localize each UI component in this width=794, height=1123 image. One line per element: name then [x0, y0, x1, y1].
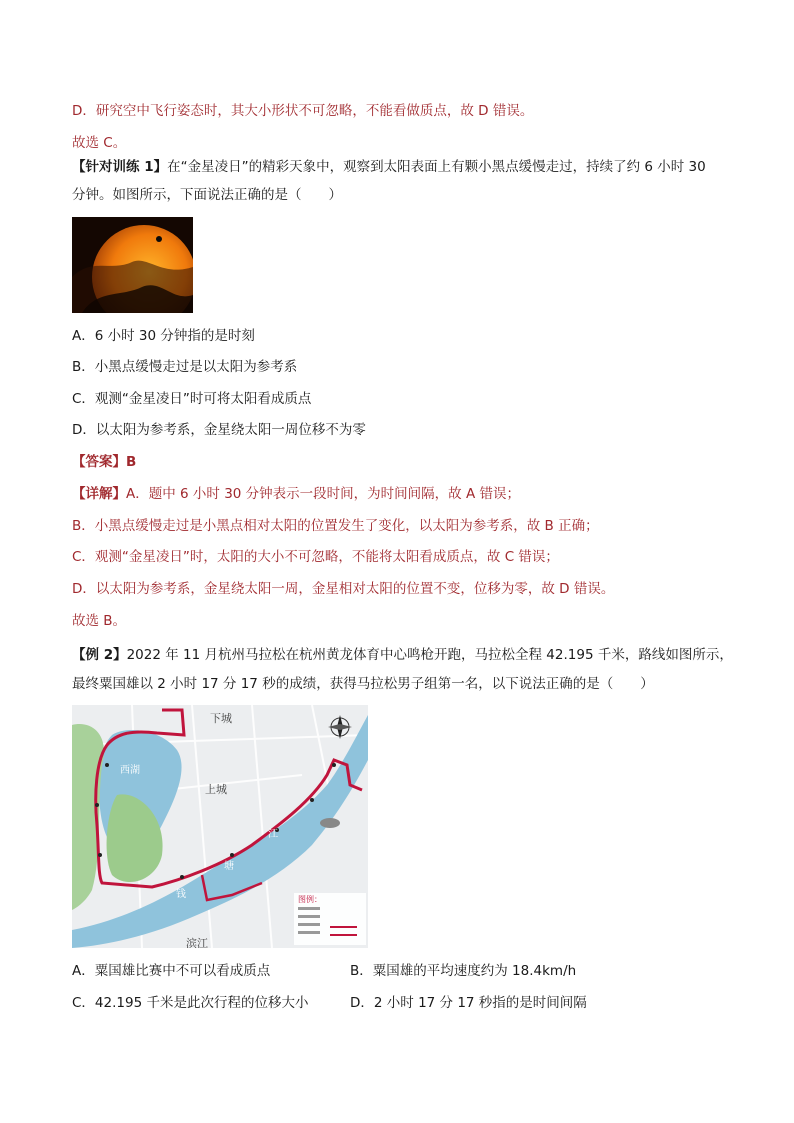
sun-graphic	[72, 217, 193, 313]
example-tag: 【例 2】	[72, 647, 127, 663]
marathon-route-map	[72, 705, 368, 948]
option-d: D．以太阳为参考系，金星绕太阳一周位移不为零	[72, 422, 366, 438]
option-a: A．6 小时 30 分钟指的是时刻	[72, 328, 255, 344]
map-graphic	[72, 705, 368, 948]
explain-d: D．以太阳为参考系，金星绕太阳一周，金星相对太阳的位置不变，位移为零，故 D 错误。	[72, 581, 615, 597]
previous-choice: 故选 C。	[72, 135, 127, 151]
map-label-xihu: 西湖	[120, 765, 140, 776]
option-c: C．观测“金星凌日”时可将太阳看成质点	[72, 391, 312, 407]
example-option-b: B．粟国雄的平均速度约为 18.4km/h	[350, 963, 577, 979]
option-b: B．小黑点缓慢走过是以太阳为参考系	[72, 359, 298, 375]
map-label-shangcheng: 上城	[205, 783, 227, 796]
example-line1	[72, 645, 733, 665]
explain-a: A．题中 6 小时 30 分钟表示一段时间，为时间间隔，故 A 错误；	[126, 486, 520, 502]
answer: 【答案】B	[72, 454, 137, 470]
explain-tag: 【详解】	[72, 486, 126, 502]
training-question-line2: 分钟。如图所示，下面说法正确的是（ ）	[72, 187, 342, 203]
map-label-qian: 钱	[176, 889, 186, 900]
map-label-xiacheng: 下城	[210, 712, 232, 725]
stadium-icon	[320, 818, 340, 828]
example-text1: 2022 年 11 月杭州马拉松在杭州黄龙体育中心鸣枪开跑，马拉松全程 42.195 千米，路线如图所示，	[126, 647, 733, 663]
map-legend-title: 图例：	[298, 895, 322, 904]
training-tag: 【针对训练 1】	[72, 159, 168, 175]
venus-dot	[156, 236, 162, 242]
explain-b: B．小黑点缓慢走过是小黑点相对太阳的位置发生了变化，以太阳为参考系，故 B 正确；	[72, 518, 599, 534]
example-option-c: C．42.195 千米是此次行程的位移大小	[72, 995, 309, 1011]
example-option-a: A．粟国雄比赛中不可以看成质点	[72, 963, 271, 979]
example-option-d: D．2 小时 17 分 17 秒指的是时间间隔	[350, 995, 587, 1011]
explain-c: C．观测“金星凌日”时，太阳的大小不可忽略，不能将太阳看成质点，故 C 错误；	[72, 549, 559, 565]
training-question-line1	[72, 157, 706, 177]
map-label-tang: 塘	[224, 861, 234, 872]
venus-transit-image	[72, 217, 193, 313]
choice-b: 故选 B。	[72, 613, 127, 629]
explain-a-line	[72, 484, 520, 504]
training-text1: 在“金星凌日”的精彩天象中，观察到太阳表面上有颗小黑点缓慢走过，持续了约 6 小时 30	[167, 159, 706, 175]
map-label-binjiang: 滨江	[186, 937, 208, 948]
map-label-jiang: 江	[268, 829, 278, 840]
example-line2: 最终粟国雄以 2 小时 17 分 17 秒的成绩，获得马拉松男子组第一名，以下说法正确的是（ ）	[72, 676, 654, 692]
previous-option-d: D．研究空中飞行姿态时，其大小形状不可忽略，不能看做质点，故 D 错误。	[72, 103, 534, 119]
